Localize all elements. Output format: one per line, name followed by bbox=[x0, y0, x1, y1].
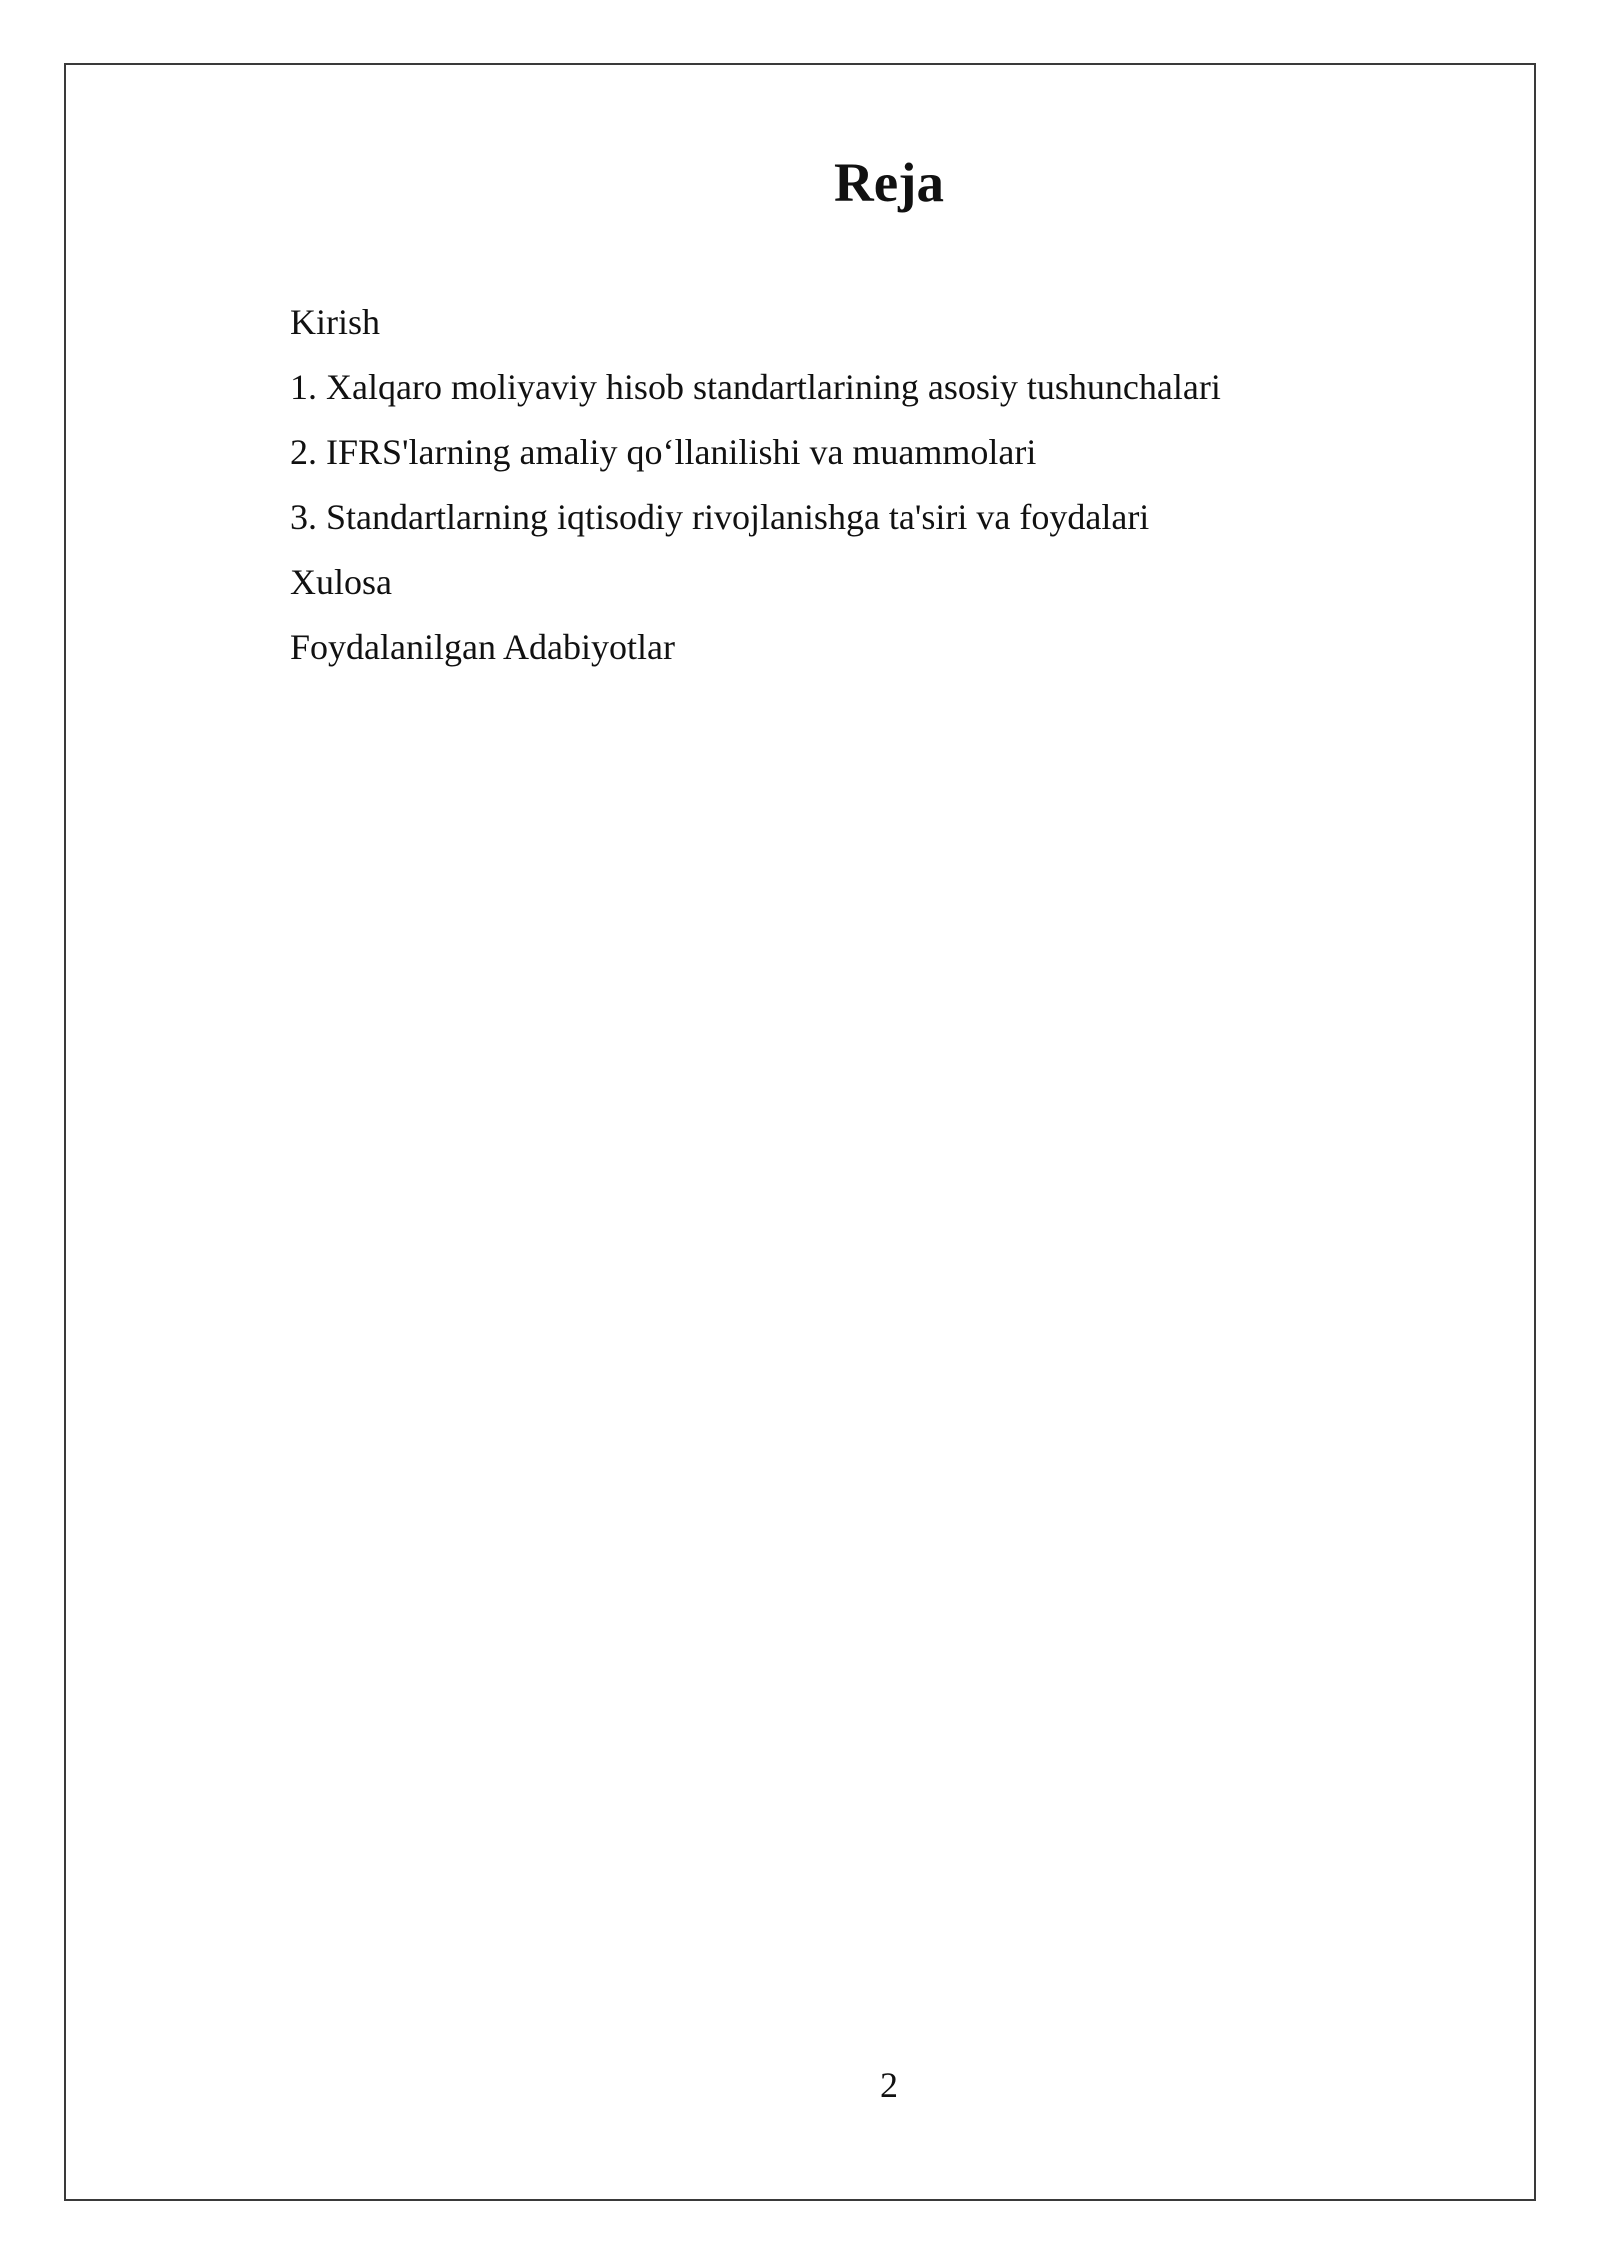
toc-item-chapter-2: 2. IFRS'larning amaliy qo‘llanilishi va muammolari bbox=[290, 432, 1037, 472]
toc-item-conclusion: Xulosa bbox=[290, 562, 392, 602]
table-of-contents bbox=[290, 290, 1221, 680]
page-number: 2 bbox=[880, 2065, 898, 2105]
toc-item-references: Foydalanilgan Adabiyotlar bbox=[290, 627, 675, 667]
toc-item-chapter-3: 3. Standartlarning iqtisodiy rivojlanishga ta'siri va foydalari bbox=[290, 497, 1150, 537]
toc-item-chapter-1: 1. Xalqaro moliyaviy hisob standartlarining asosiy tushunchalari bbox=[290, 367, 1221, 407]
page-title: Reja bbox=[834, 152, 944, 213]
toc-item-introduction: Kirish bbox=[290, 302, 380, 342]
